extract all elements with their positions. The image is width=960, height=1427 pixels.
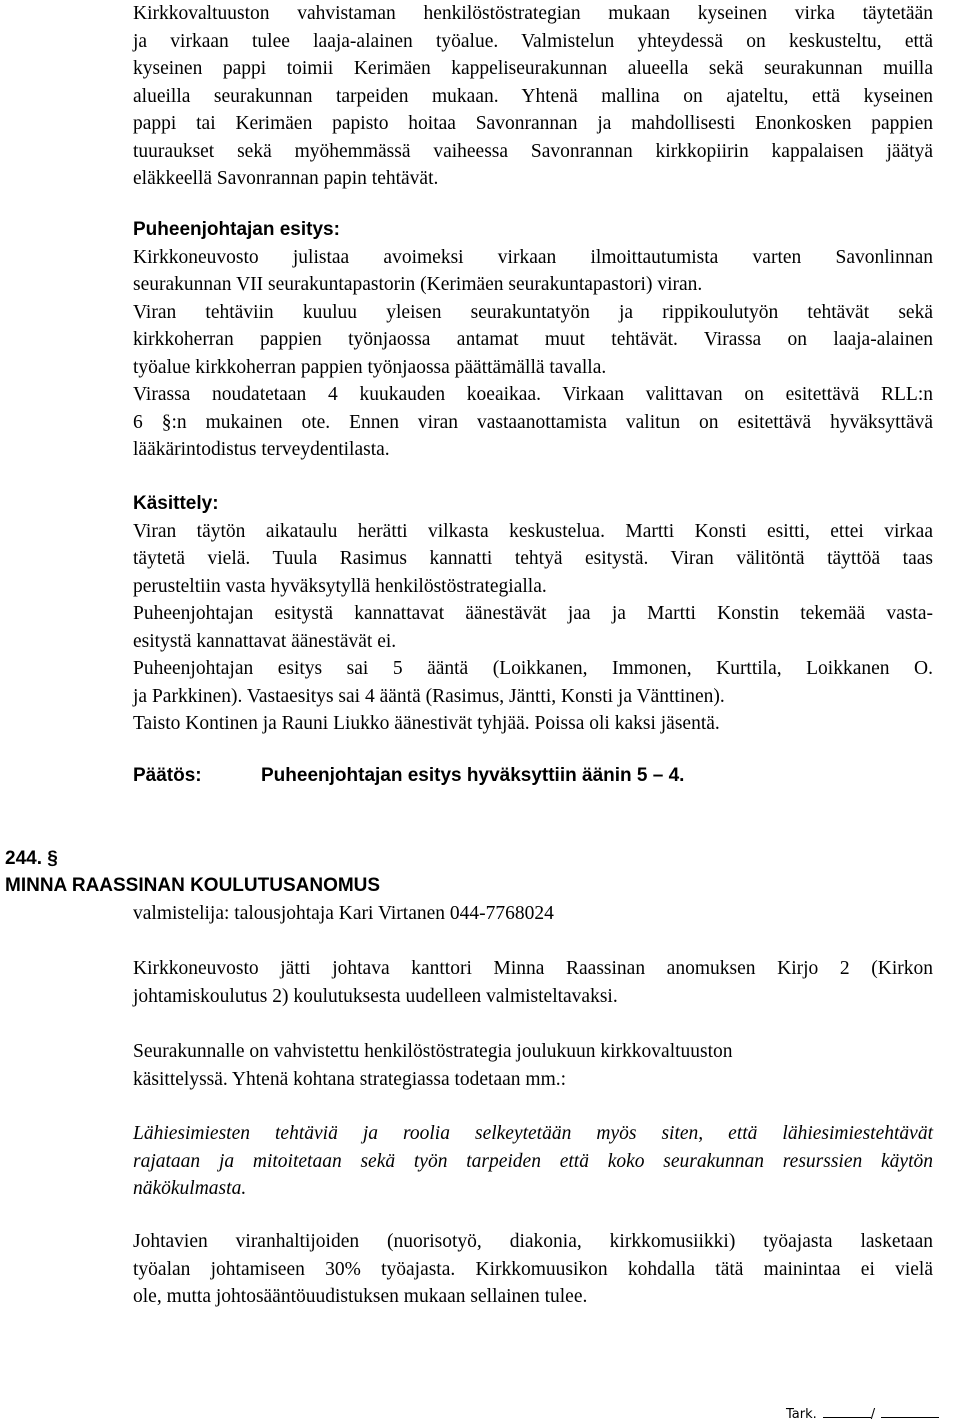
text-line: työalan johtamiseen 30% työajasta. Kirkkomuusikon kohdalla tätä mainintaa ei vielä xyxy=(133,1258,933,1280)
text-line: kyseinen pappi toimii Kerimäen kappeliseurakunnan alueella sekä seurakunnan muilla xyxy=(133,58,933,79)
paragraph-1 xyxy=(133,955,933,1010)
text-line: näkökulmasta. xyxy=(133,1178,247,1199)
text-line: kirkkoherran pappien työnjaossa antamat muut tehtävät. Virassa on laaja-alainen xyxy=(133,329,933,350)
decision-row xyxy=(133,765,685,787)
proposal-section xyxy=(133,216,933,464)
text-line: ja virkaan tulee laaja-alainen työalue. Valmistelun yhteydessä on keskusteltu, että xyxy=(133,30,933,52)
text-line: työalue kirkkoherran pappien työnjaossa päättämällä tavalla. xyxy=(133,356,607,378)
text-line: eläkkeellä Savonrannan papin tehtävät. xyxy=(133,168,439,189)
text-line: johtamiskoulutus 2) koulutuksesta uudelleen valmisteltavaksi. xyxy=(133,985,618,1007)
text-line: esitystä kannattavat äänestävät ei. xyxy=(133,630,397,652)
text-line: ja Parkkinen). Vastaesitys sai 4 ääntä (Rasimus, Jäntti, Konsti ja Vänttinen). xyxy=(133,685,725,707)
handling-heading: Käsittely: xyxy=(133,493,219,514)
text-line: Kirkkoneuvosto julistaa avoimeksi virkaan ilmoittautumista varten Savonlinnan xyxy=(133,246,933,268)
paragraph-2 xyxy=(133,1038,933,1093)
text-line: Johtavien viranhaltijoiden (nuorisotyö, diakonia, kirkkomusiikki) työajasta lasketaan xyxy=(133,1231,933,1252)
preparer-text: valmistelija: talousjohtaja Kari Virtanen 044-7768024 xyxy=(133,903,554,924)
strategy-quote xyxy=(133,1120,933,1203)
text-line: lääkärintodistus terveydentilasta. xyxy=(133,439,390,460)
text-line: tuuraukset sekä myöhemmässä vaiheessa Savonrannan kirkkopiirin kappalaisen jäätyä xyxy=(133,140,933,162)
text-line: Seurakunnalle on vahvistettu henkilöstöstrategia joulukuun kirkkovaltuuston xyxy=(133,1041,733,1062)
text-line: pappi tai Kerimäen papisto hoitaa Savonrannan ja mahdollisesti Enonkosken pappien xyxy=(133,113,933,134)
handling-section xyxy=(133,490,933,738)
text-line: käsittelyssä. Yhtenä kohtana strategiassa todetaan mm.: xyxy=(133,1068,567,1090)
decision-label: Päätös: xyxy=(133,765,202,786)
text-line: Kirkkovaltuuston vahvistaman henkilöstöstrategian mukaan kyseinen virka täytetään xyxy=(133,3,933,24)
text-line: Lähiesimiesten tehtäviä ja roolia selkeytetään myös siten, että lähiesimiestehtävät xyxy=(133,1123,933,1144)
proposal-heading: Puheenjohtajan esitys: xyxy=(133,219,340,240)
initials-blank-2 xyxy=(881,1405,939,1418)
text-line: perusteltiin vasta hyväksytyllä henkilöstöstrategialla. xyxy=(133,575,547,597)
text-line: täytetä vielä. Tuula Rasimus kannatti tehtyä esitystä. Viran välitöntä täyttöä taas xyxy=(133,548,933,569)
text-line: Viran tehtäviin kuuluu yleisen seurakuntatyön ja rippikoulutyön tehtävät sekä xyxy=(133,301,933,323)
text-line: Kirkkoneuvosto jätti johtava kanttori Minna Raassinan anomuksen Kirjo 2 (Kirkon xyxy=(133,958,933,979)
text-line: Viran täytön aikataulu herätti vilkasta keskustelua. Martti Konsti esitti, ettei virkaa xyxy=(133,520,933,542)
text-line: Puheenjohtajan esitystä kannattavat äänestävät jaa ja Martti Konstin tekemää vasta- xyxy=(133,603,933,624)
footer-check xyxy=(786,1405,939,1422)
text-line: ole, mutta johtosääntöuudistuksen mukaan sellainen tulee. xyxy=(133,1286,588,1307)
section-title: MINNA RAASSINAN KOULUTUSANOMUS xyxy=(5,875,381,896)
footer-label: Tark. xyxy=(786,1407,817,1422)
initials-blank-1 xyxy=(823,1405,871,1418)
decision-text: Puheenjohtajan esitys hyväksyttiin äänin 5 – 4. xyxy=(261,765,685,786)
text-line: alueilla seurakunnan tarpeiden mukaan. Yhtenä mallina on ajateltu, että kyseinen xyxy=(133,85,933,107)
text-line: rajataan ja mitoitetaan sekä työn tarpeiden että koko seurakunnan resurssien käytön xyxy=(133,1150,933,1172)
text-line: Puheenjohtajan esitys sai 5 ääntä (Loikkanen, Immonen, Kurttila, Loikkanen O. xyxy=(133,658,933,679)
footer-separator: / xyxy=(870,1407,876,1422)
preparer-line xyxy=(133,900,933,928)
section-number: 244. § xyxy=(5,848,58,869)
text-line: Taisto Kontinen ja Rauni Liukko äänestivät tyhjää. Poissa oli kaksi jäsentä. xyxy=(133,713,720,734)
intro-paragraph xyxy=(133,0,933,193)
paragraph-3 xyxy=(133,1228,933,1311)
text-line: seurakunnan VII seurakuntapastorin (Kerimäen seurakuntapastori) viran. xyxy=(133,274,703,295)
text-line: 6 §:n mukainen ote. Ennen viran vastaanottamista valitun on esitettävä hyväksyttävä xyxy=(133,411,933,433)
text-line: Virassa noudatetaan 4 kuukauden koeaikaa. Virkaan valittavan on esitettävä RLL:n xyxy=(133,384,933,405)
